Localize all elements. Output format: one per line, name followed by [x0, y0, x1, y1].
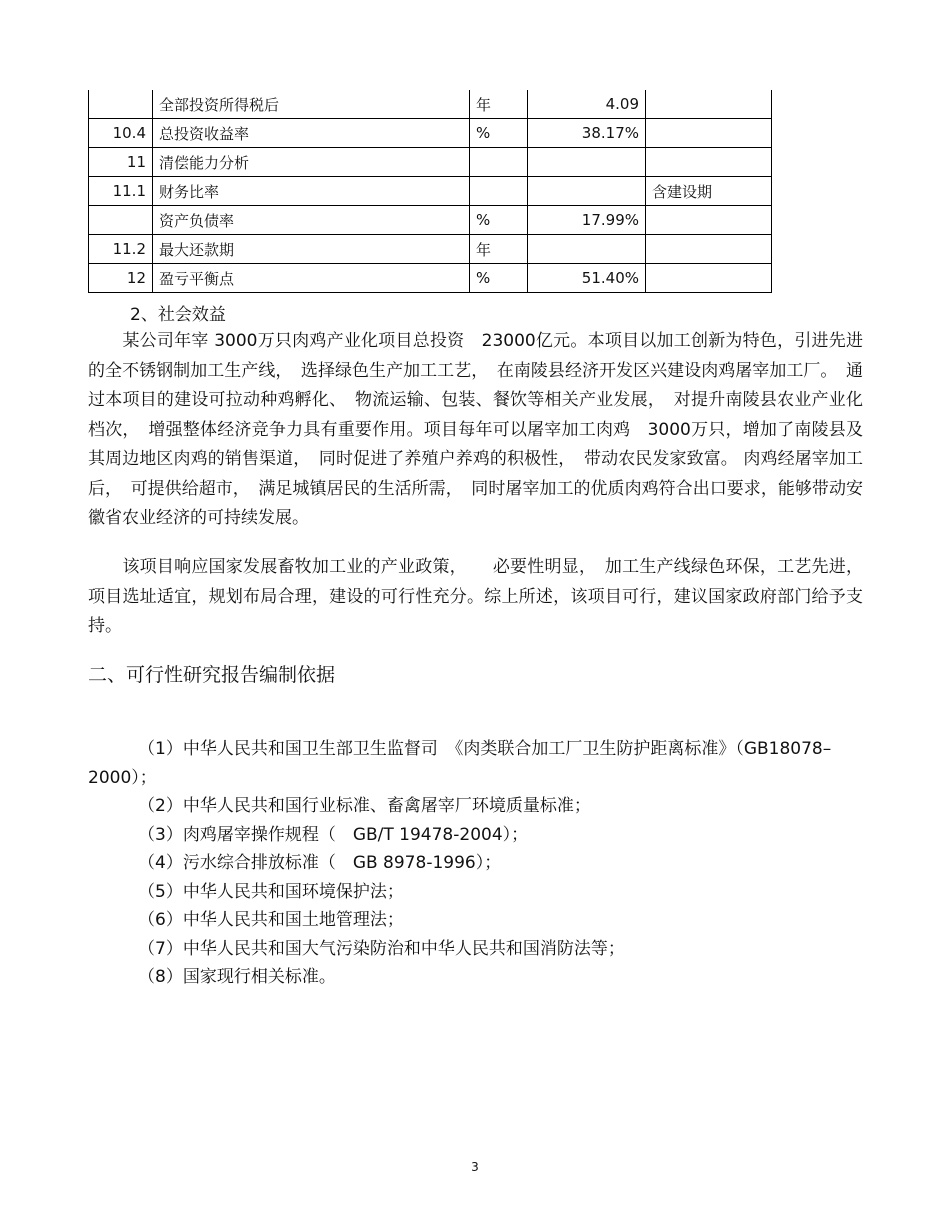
table-row: [89, 206, 772, 235]
row-note: [646, 148, 772, 177]
reference-list: [88, 735, 863, 992]
row-item: 清偿能力分析: [153, 148, 470, 177]
row-number: [89, 206, 153, 235]
row-number: [89, 90, 153, 119]
row-item: 财务比率: [153, 177, 470, 206]
row-number: 10.4: [89, 119, 153, 148]
table-row: [89, 90, 772, 119]
row-unit: [470, 148, 528, 177]
row-number: 12: [89, 264, 153, 293]
list-item: （5）中华人民共和国环境保护法；: [138, 881, 404, 902]
list-item: （7）中华人民共和国大气污染防治和中华人民共和国消防法等；: [138, 938, 625, 959]
social-benefit-title: 2、社会效益: [130, 305, 226, 325]
list-item: （3）肉鸡屠宰操作规程（ GB/T 19478-2004）；: [138, 824, 529, 845]
row-value: 51.40%: [528, 264, 646, 293]
row-value: [528, 148, 646, 177]
row-unit: [470, 177, 528, 206]
row-note: [646, 206, 772, 235]
row-unit: 年: [470, 90, 528, 119]
row-item: 资产负债率: [153, 206, 470, 235]
table-row: [89, 119, 772, 148]
list-item: （6）中华人民共和国土地管理法；: [138, 910, 404, 930]
table-row: [89, 264, 772, 293]
list-item: （2）中华人民共和国行业标准、畜禽屠宰厂环境质量标准；: [138, 796, 591, 816]
financial-table: [88, 90, 772, 293]
list-item: （8）国家现行相关标准。: [138, 967, 336, 987]
table-row: [89, 148, 772, 177]
social-benefit-paragraph-1: 某公司年宰 3000万只肉鸡产业化项目总投资 23000亿元。本项目以加工创新为特色，引进先进的全不锈钢制加工生产线， 选择绿色生产加工工艺， 在南陵县经济开发区兴建设肉鸡屠宰加工厂。 通过本项目的建设可拉动种鸡孵化、 物流运输、包装、餐饮等相关产业发展， 对提升南陵县农业产业化档次， 增强整体经济竞争力具有重要作用。项目每年可以屠宰加工肉鸡 3000万只，增加了南陵县及其周边地区肉鸡的销售渠道， 同时促进了养殖户养鸡的积极性， 带动农民发家致富。 肉鸡经屠宰加工后， 可提供给超市， 满足城镇居民的生活所需， 同时屠宰加工的优质肉鸡符合出口要求，能够带动安徽省农业经济的可持续发展。: [88, 331, 863, 528]
row-number: 11: [89, 148, 153, 177]
row-note: [646, 235, 772, 264]
list-item: （4）污水综合排放标准（ GB 8978-1996）；: [138, 853, 502, 873]
page-number: 3: [471, 1160, 479, 1174]
row-item: 盈亏平衡点: [153, 264, 470, 293]
section-heading: 二、可行性研究报告编制依据: [88, 664, 336, 686]
row-item: 最大还款期: [153, 235, 470, 264]
row-value: [528, 177, 646, 206]
row-unit: %: [470, 264, 528, 293]
row-note: [646, 90, 772, 119]
social-benefit-paragraph-2: 该项目响应国家发展畜牧加工业的产业政策， 必要性明显， 加工生产线绿色环保，工艺先进，项目选址适宜，规划布局合理，建设的可行性充分。综上所述，该项目可行，建议国家政府部门给予支持。: [88, 557, 863, 636]
row-value: 4.09: [528, 90, 646, 119]
row-unit: %: [470, 119, 528, 148]
row-number: 11.1: [89, 177, 153, 206]
row-value: 17.99%: [528, 206, 646, 235]
table-row: [89, 235, 772, 264]
row-note: 含建设期: [646, 177, 772, 206]
row-item: 全部投资所得税后: [153, 90, 470, 119]
list-item: （1）中华人民共和国卫生部卫生监督司 《肉类联合加工厂卫生防护距离标准》（GB18078–2000）；: [88, 739, 832, 788]
row-note: [646, 264, 772, 293]
row-value: [528, 235, 646, 264]
row-number: 11.2: [89, 235, 153, 264]
row-item: 总投资收益率: [153, 119, 470, 148]
row-value: 38.17%: [528, 119, 646, 148]
row-unit: %: [470, 206, 528, 235]
table-row: [89, 177, 772, 206]
row-unit: 年: [470, 235, 528, 264]
row-note: [646, 119, 772, 148]
